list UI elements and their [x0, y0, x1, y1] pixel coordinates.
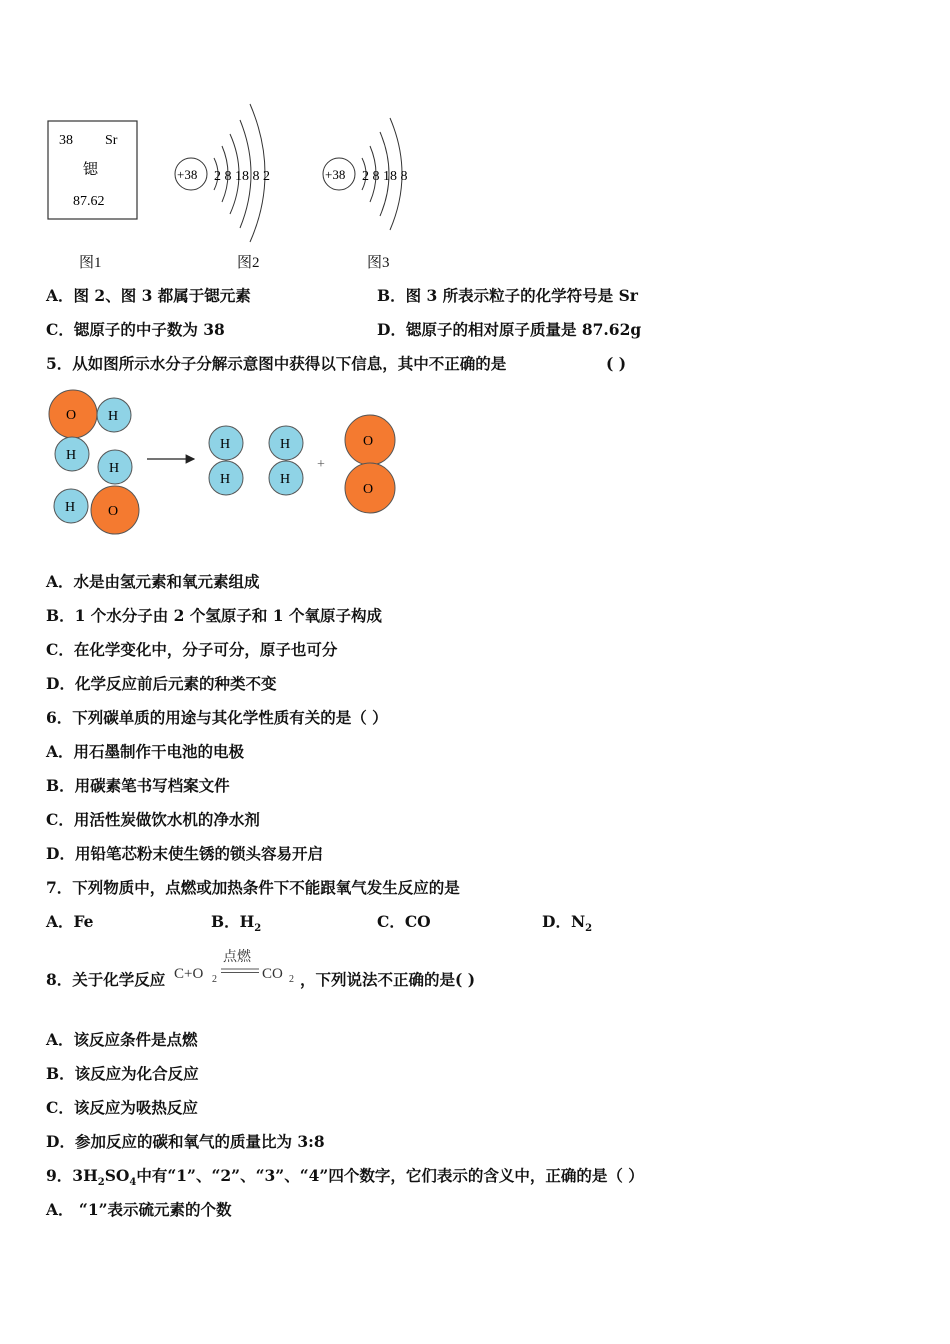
q4-option-a: A．图 2、图 3 都属于锶元素	[46, 286, 251, 305]
q7-option-a: A．Fe	[46, 912, 94, 931]
reactants: C+O	[174, 966, 204, 982]
atom-diagram-2	[170, 96, 290, 244]
hydrogen-molecule	[209, 426, 243, 495]
figure-1-caption: 图1	[79, 255, 102, 271]
q7-option-d-text: D．N	[542, 912, 586, 931]
q5-option-b: B．1 个水分子由 2 个氢原子和 1 个氧原子构成	[46, 606, 382, 625]
chemical-equation	[173, 944, 315, 990]
element-symbol: Sr	[105, 133, 118, 148]
q9-stem	[46, 1166, 644, 1193]
q4-option-d: D．锶原子的相对原子质量是 87.62g	[377, 320, 642, 339]
q6-option-b: B．用碳素笔书写档案文件	[46, 776, 230, 795]
q5-option-c: C．在化学变化中，分子可分，原子也可分	[46, 640, 338, 659]
q9-stem-number: 9．3H	[46, 1166, 98, 1185]
hydrogen-label: H	[280, 437, 291, 452]
q6-stem: 6．下列碳单质的用途与其化学性质有关的是（ ）	[46, 708, 388, 727]
element-name: 锶	[83, 162, 99, 178]
atom-structure-figure-3	[318, 110, 428, 238]
q7-option-c: C．CO	[377, 912, 431, 931]
oxygen-molecule	[345, 415, 395, 513]
product: CO	[262, 966, 283, 982]
q8-stem-prefix: 8．关于化学反应	[46, 970, 166, 989]
q8-option-c: C．该反应为吸热反应	[46, 1098, 198, 1117]
shell-electrons: 2 8 18 8	[362, 169, 408, 184]
hydrogen-label: H	[108, 409, 119, 424]
q9-option-a: A． “1”表示硫元素的个数	[46, 1200, 232, 1219]
hydrogen-label: H	[65, 500, 76, 515]
element-card	[47, 120, 139, 221]
oxygen-label: O	[363, 482, 374, 497]
q7-option-b-text: B．H	[211, 912, 255, 931]
q5-answer-paren: ( )	[606, 354, 627, 373]
plus-sign: +	[317, 457, 325, 472]
q8-equation	[173, 944, 315, 990]
q6-option-c: C．用活性炭做饮水机的净水剂	[46, 810, 260, 829]
q5-stem: 5．从如图所示水分子分解示意图中获得以下信息，其中不正确的是	[46, 354, 507, 373]
element-card-figure	[47, 120, 139, 221]
oxygen-label: O	[66, 408, 77, 423]
atomic-number: 38	[59, 133, 73, 148]
q7-option-d-subscript: 2	[585, 923, 593, 935]
q8-option-b: B．该反应为化合反应	[46, 1064, 199, 1083]
q4-option-b: B．图 3 所表示粒子的化学符号是 Sr	[377, 286, 638, 305]
q5-option-d: D．化学反应前后元素的种类不变	[46, 674, 277, 693]
q8-stem-suffix: ，下列说法不正确的是( )	[300, 970, 476, 989]
q9-subscript-1: 2	[97, 1177, 105, 1189]
molecule-diagram	[44, 386, 404, 538]
reactant-subscript: 2	[212, 974, 217, 985]
q7-option-b-subscript: 2	[254, 923, 262, 935]
atom-diagram-3	[318, 110, 428, 238]
hydrogen-label: H	[220, 472, 231, 487]
hydrogen-label: H	[109, 461, 120, 476]
q8-option-a: A．该反应条件是点燃	[46, 1030, 198, 1049]
q7-stem: 7．下列物质中，点燃或加热条件下不能跟氧气发生反应的是	[46, 878, 460, 897]
hydrogen-molecule	[269, 426, 303, 495]
q7-option-b	[211, 912, 261, 939]
oxygen-label: O	[108, 504, 119, 519]
product-subscript: 2	[289, 974, 294, 985]
figure-2-caption: 图2	[237, 255, 260, 271]
hydrogen-label: H	[220, 437, 231, 452]
q6-option-a: A．用石墨制作干电池的电极	[46, 742, 245, 761]
reaction-condition: 点燃	[223, 950, 251, 965]
figure-3-caption: 图3	[367, 255, 390, 271]
q7-option-d	[542, 912, 592, 939]
q9-stem-rest: 中有“1”、“2”、“3”、“4”四个数字，它们表示的含义中，正确的是（ ）	[136, 1166, 644, 1185]
q4-option-c: C．锶原子的中子数为 38	[46, 320, 225, 339]
nucleus-charge: +38	[325, 167, 346, 182]
q8-stem	[46, 970, 165, 990]
atom-structure-figure-2	[170, 96, 290, 244]
hydrogen-label: H	[280, 472, 291, 487]
atomic-mass: 87.62	[73, 194, 105, 209]
water-decomposition-diagram	[44, 386, 404, 538]
q9-subscript-2: 4	[129, 1177, 137, 1189]
q8-option-d: D．参加反应的碳和氧气的质量比为 3:8	[46, 1132, 325, 1151]
shell-electrons: 2 8 18 8 2	[214, 169, 270, 184]
q6-option-d: D．用铅笔芯粉末使生锈的锁头容易开启	[46, 844, 323, 863]
nucleus-charge: +38	[177, 167, 198, 182]
hydrogen-label: H	[66, 448, 77, 463]
oxygen-label: O	[363, 434, 374, 449]
q9-stem-so: SO	[104, 1166, 130, 1185]
q5-option-a: A．水是由氢元素和氧元素组成	[46, 572, 260, 591]
